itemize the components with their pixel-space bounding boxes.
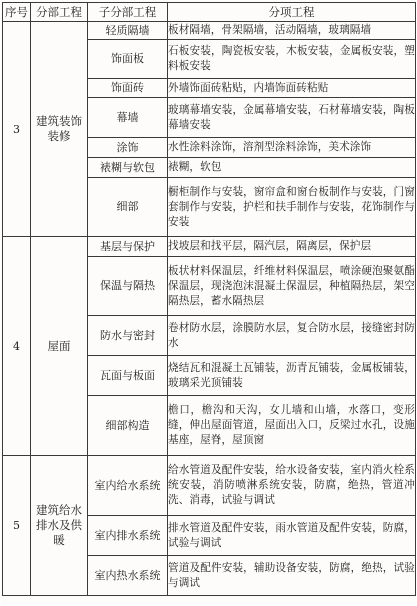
sub-item-cell: 给水管道及配件安装，给水设备安装，室内消火栓系统安装，消防喷淋系统安装，防腐，绝热，管道冲洗、消毒，试验与调试 bbox=[168, 456, 416, 516]
sub-item-cell: 卷材防水层，涂膜防水层，复合防水层，接缝密封防水 bbox=[168, 316, 416, 356]
subdivision-cell: 防水与密封 bbox=[88, 316, 168, 356]
subdivision-cell: 室内热水系统 bbox=[88, 556, 168, 596]
table-row bbox=[3, 456, 416, 516]
sub-item-cell: 石板安装，陶瓷板安装，木板安装，金属板安装，塑料板安装 bbox=[168, 40, 416, 79]
subdivision-cell: 细部 bbox=[88, 178, 168, 237]
header-subdivision: 子分部工程 bbox=[88, 3, 168, 22]
header-serial-number: 序号 bbox=[3, 3, 31, 22]
sub-item-cell: 玻璃幕墙安装，金属幕墙安装，石材幕墙安装，陶板幕墙安装 bbox=[168, 98, 416, 138]
subdivision-cell: 细部构造 bbox=[88, 396, 168, 456]
subdivision-cell: 饰面砖 bbox=[88, 79, 168, 98]
document-page bbox=[1, 1, 416, 604]
serial-number-cell: 3 bbox=[3, 22, 31, 237]
sub-item-cell: 板状材料保温层，纤维材料保温层，喷涂硬泡聚氨酯保温层，现浇泡沫混凝土保温层，种植隔热层，架空隔热层，蓄水隔热层 bbox=[168, 257, 416, 316]
sub-item-cell: 排水管道及配件安装，雨水管道及配件安装，防腐，试验与调试 bbox=[168, 516, 416, 556]
sub-item-cell: 橱柜制作与安装，窗帘盒和窗台板制作与安装，门窗套制作与安装，护栏和扶手制作与安装，花饰制作与安装 bbox=[168, 178, 416, 237]
sub-item-cell: 板材隔墙，骨架隔墙，活动隔墙，玻璃隔墙 bbox=[168, 22, 416, 40]
table-header-row bbox=[3, 3, 416, 22]
subdivision-cell: 饰面板 bbox=[88, 40, 168, 79]
table-row bbox=[3, 22, 416, 40]
header-sub-item: 分项工程 bbox=[168, 3, 416, 22]
subdivision-cell: 基层与保护 bbox=[88, 237, 168, 257]
subdivision-cell: 涂饰 bbox=[88, 138, 168, 158]
serial-number-cell: 5 bbox=[3, 456, 31, 596]
construction-division-table bbox=[2, 2, 416, 596]
subdivision-cell: 保温与隔热 bbox=[88, 257, 168, 316]
subdivision-cell: 轻质隔墙 bbox=[88, 22, 168, 40]
sub-item-cell: 烧结瓦和混凝土瓦铺装，沥青瓦铺装，金属板铺装，玻璃采光顶铺装 bbox=[168, 356, 416, 396]
sub-item-cell: 找坡层和找平层，隔汽层，隔离层，保护层 bbox=[168, 237, 416, 257]
division-cell: 建筑装饰装修 bbox=[31, 22, 88, 237]
serial-number-cell: 4 bbox=[3, 237, 31, 456]
sub-item-cell: 水性涂料涂饰，溶剂型涂料涂饰，美术涂饰 bbox=[168, 138, 416, 158]
subdivision-cell: 室内给水系统 bbox=[88, 456, 168, 516]
subdivision-cell: 裱糊与软包 bbox=[88, 158, 168, 178]
subdivision-cell: 室内排水系统 bbox=[88, 516, 168, 556]
sub-item-cell: 管道及配件安装，辅助设备安装，防腐，绝热，试验与调试 bbox=[168, 556, 416, 596]
subdivision-cell: 幕墙 bbox=[88, 98, 168, 138]
division-cell: 建筑给水排水及供暖 bbox=[31, 456, 88, 596]
division-cell: 屋面 bbox=[31, 237, 88, 456]
sub-item-cell: 外墙饰面砖粘贴，内墙饰面砖粘贴 bbox=[168, 79, 416, 98]
subdivision-cell: 瓦面与板面 bbox=[88, 356, 168, 396]
sub-item-cell: 裱糊，软包 bbox=[168, 158, 416, 178]
header-division: 分部工程 bbox=[31, 3, 88, 22]
table-row bbox=[3, 237, 416, 257]
sub-item-cell: 檐口，檐沟和天沟，女儿墙和山墙，水落口，变形缝，伸出屋面管道，屋面出入口，反梁过水孔，设施基座，屋脊，屋顶窗 bbox=[168, 396, 416, 456]
